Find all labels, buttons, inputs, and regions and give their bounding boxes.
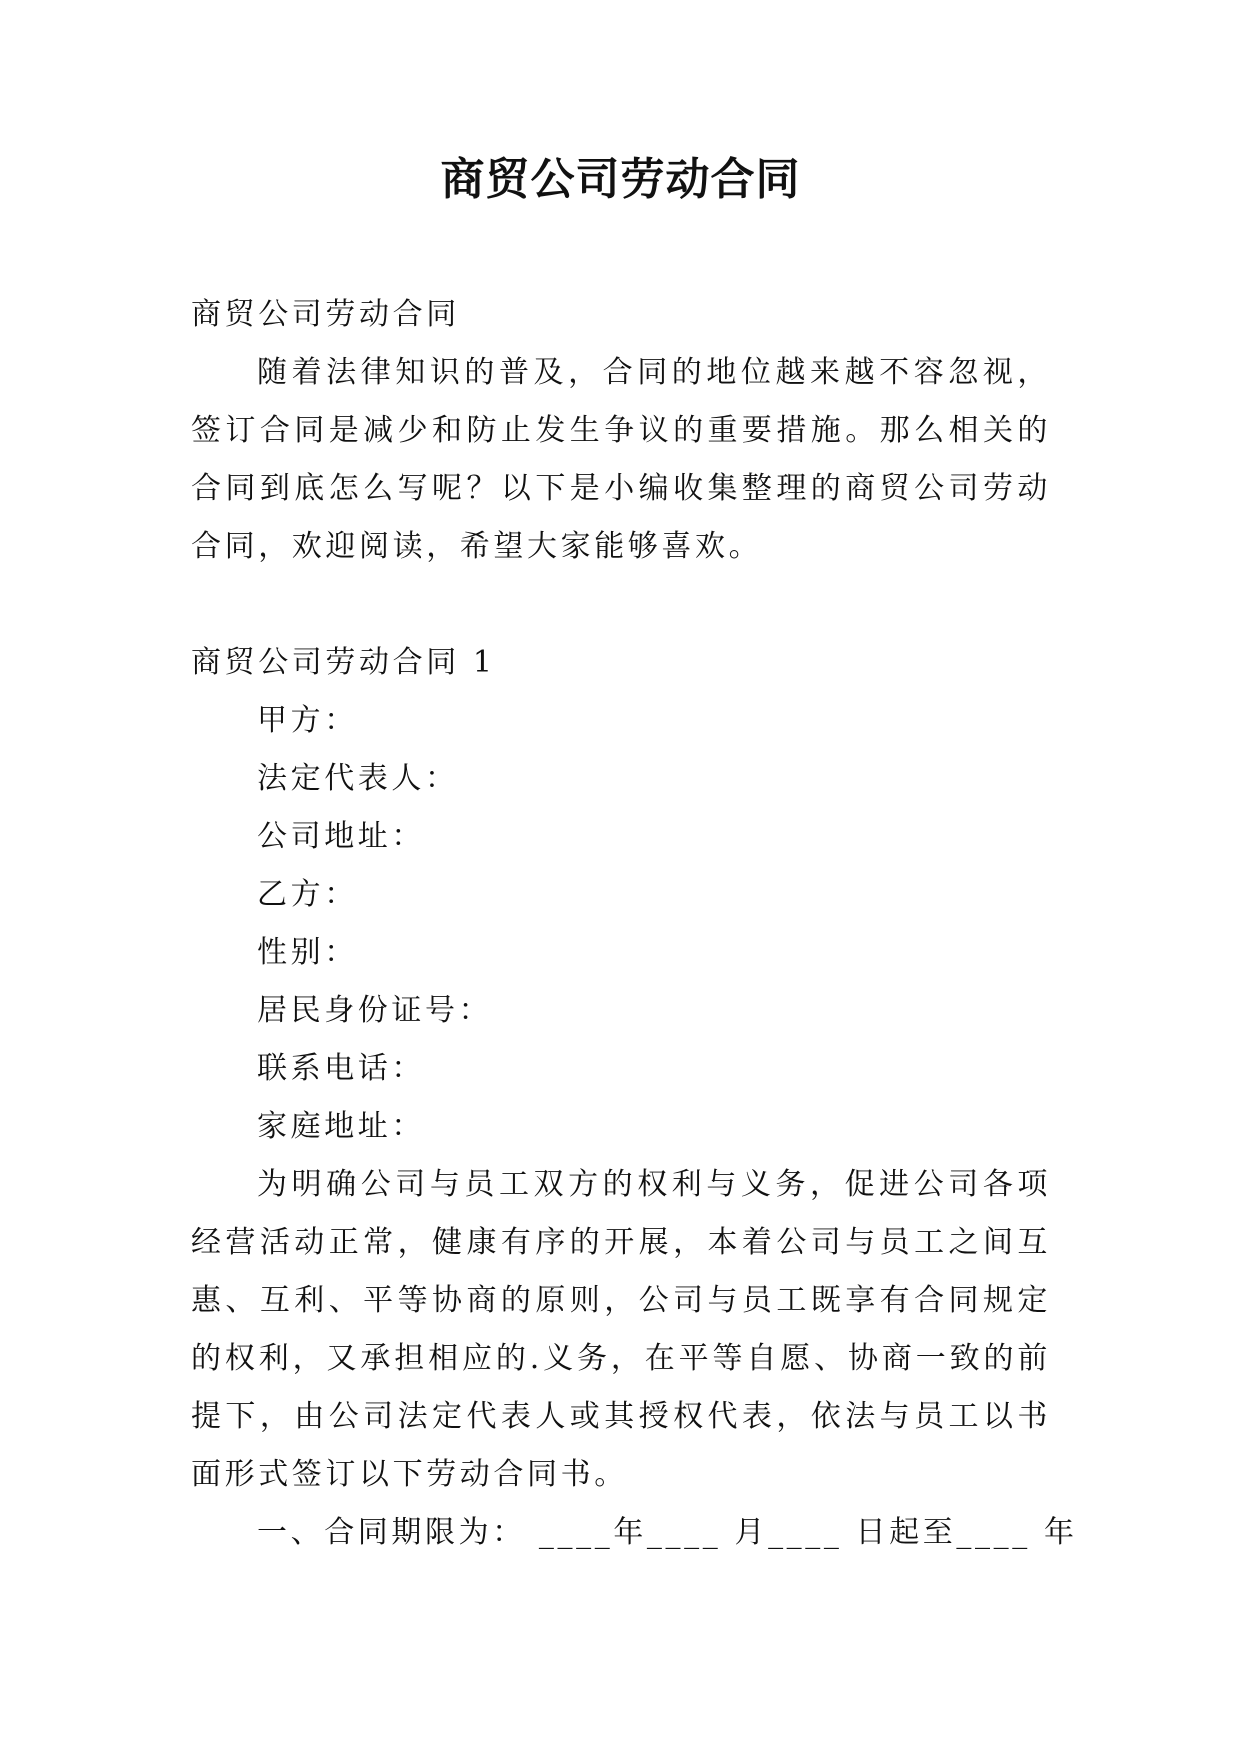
field-id-number: 居民身份证号： (257, 993, 493, 1028)
field-phone: 联系电话： (257, 1051, 425, 1086)
section-title: 商贸公司劳动合同 1 (191, 645, 496, 680)
document-body (191, 286, 1078, 1562)
intro-paragraph: 随着法律知识的普及，合同的地位越来越不容忽视，签订合同是减少和防止发生争议的重要措施。那么相关的合同到底怎么写呢？以下是小编收集整理的商贸公司劳动合同，欢迎阅读，希望大家能够喜欢。 (191, 355, 1051, 564)
field-party-a: 甲方： (257, 703, 358, 738)
preamble-paragraph: 为明确公司与员工双方的权利与义务，促进公司各项经营活动正常，健康有序的开展，本着公司与员工之间互惠、互利、平等协商的原则，公司与员工既享有合同规定的权利，又承担相应的.义务，在平等自愿、协商一致的前提下，由公司法定代表人或其授权代表，依法与员工以书面形式签订以下劳动合同书。 (191, 1167, 1051, 1492)
paragraph-gap (191, 576, 1051, 634)
field-home-address: 家庭地址： (257, 1109, 425, 1144)
document-subtitle: 商贸公司劳动合同 (191, 297, 460, 332)
field-gender: 性别： (257, 935, 358, 970)
field-legal-representative: 法定代表人： (257, 761, 459, 796)
document-title: 商贸公司劳动合同 (440, 154, 801, 205)
field-party-b: 乙方： (257, 877, 358, 912)
field-company-address: 公司地址： (257, 819, 425, 854)
clause-term: 一、合同期限为： ____年____ 月____ 日起至____ 年 (257, 1515, 1078, 1550)
